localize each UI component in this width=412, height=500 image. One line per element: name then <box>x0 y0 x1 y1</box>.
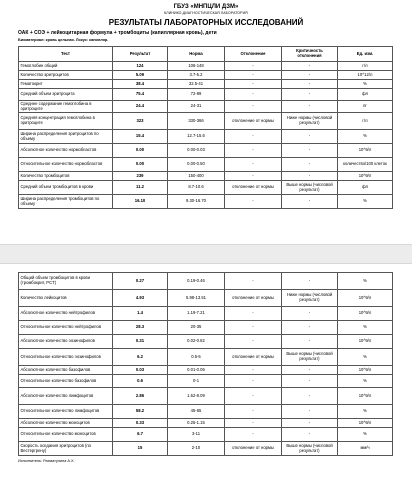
report-page-2 <box>0 264 412 500</box>
norm-cell: 9.30-16.70 <box>168 195 225 209</box>
lab-name: КЛИНИКО-ДИАГНОСТИЧЕСКАЯ ЛАБОРАТОРИЯ <box>164 11 248 15</box>
deviation-cell: - <box>225 321 282 335</box>
criticality-cell: - <box>282 321 338 335</box>
deviation-cell: - <box>225 144 282 158</box>
deviation-cell: отклонение от нормы <box>225 349 282 366</box>
deviation-cell: - <box>225 89 282 101</box>
unit-cell: % <box>338 130 393 144</box>
criticality-cell: - <box>282 419 338 428</box>
norm-cell: 8.7-10.6 <box>168 181 225 195</box>
unit-cell: г/л <box>338 113 393 130</box>
executor-line: Исполнитель: Рахматулина А.Х. <box>18 459 75 463</box>
deviation-cell: - <box>225 419 282 428</box>
table-row <box>19 101 393 113</box>
table-row <box>19 130 393 144</box>
table-row <box>19 375 393 388</box>
result-cell: 0.31 <box>113 335 168 349</box>
norm-cell: 32.5-41 <box>168 80 225 89</box>
table-row <box>19 273 393 290</box>
deviation-cell: - <box>225 80 282 89</box>
deviation-cell: - <box>225 375 282 388</box>
norm-cell: 106-148 <box>168 62 225 71</box>
deviation-cell: - <box>225 71 282 80</box>
unit-cell: 10^9/л <box>338 419 393 428</box>
table-row <box>19 428 393 442</box>
result-cell: 6.2 <box>113 349 168 366</box>
col-criticality: Критичность отклонения <box>282 47 338 62</box>
norm-cell: 0.25-1.15 <box>168 419 225 428</box>
criticality-cell: - <box>282 366 338 375</box>
result-cell: 124 <box>113 62 168 71</box>
deviation-cell: - <box>225 172 282 181</box>
table-row <box>19 335 393 349</box>
norm-cell: 0.19-0.46 <box>168 273 225 290</box>
unit-cell: % <box>338 349 393 366</box>
result-cell: 1.4 <box>113 307 168 321</box>
table-row <box>19 71 393 80</box>
table-row <box>19 62 393 71</box>
unit-cell: % <box>338 195 393 209</box>
criticality-cell: - <box>282 375 338 388</box>
unit-cell: % <box>338 321 393 335</box>
test-name-cell: Количество эритроцитов <box>19 71 113 80</box>
unit-cell: 10^9/л <box>338 172 393 181</box>
norm-cell: 0.00-0.50 <box>168 158 225 172</box>
table-body-2 <box>19 273 393 456</box>
unit-cell: фл <box>338 89 393 101</box>
result-cell: 16.10 <box>113 195 168 209</box>
result-cell: 239 <box>113 172 168 181</box>
table-row <box>19 321 393 335</box>
norm-cell: 0.5-5 <box>168 349 225 366</box>
results-table-1 <box>18 46 393 209</box>
page-separator <box>0 244 412 264</box>
result-cell: 0.00 <box>113 158 168 172</box>
test-name-cell: Абсолютное количество нейтрофилов <box>19 307 113 321</box>
criticality-cell: - <box>282 130 338 144</box>
org-name: ГБУЗ «МНПЦЛИ ДЗМ» <box>173 4 239 10</box>
norm-cell: 2-10 <box>168 442 225 456</box>
table-row <box>19 405 393 419</box>
table-row <box>19 144 393 158</box>
unit-cell: 10^9/л <box>338 144 393 158</box>
criticality-cell: Выше нормы (числовой результат) <box>282 349 338 366</box>
unit-cell: фл <box>338 181 393 195</box>
table-row <box>19 419 393 428</box>
panel-name: ОАК + СОЭ + лейкоцитарная формула + тромбоциты (капиллярная кровь), дети <box>18 30 217 36</box>
deviation-cell: - <box>225 335 282 349</box>
unit-cell: % <box>338 428 393 442</box>
result-cell: 58.2 <box>113 405 168 419</box>
norm-cell: 1.52-8.09 <box>168 388 225 405</box>
result-cell: 0.27 <box>113 273 168 290</box>
col-test: Тест <box>19 47 113 62</box>
test-name-cell: Относительное количество моноцитов <box>19 428 113 442</box>
deviation-cell: отклонение от нормы <box>225 442 282 456</box>
result-cell: 6.7 <box>113 428 168 442</box>
deviation-cell: - <box>225 62 282 71</box>
table-row <box>19 290 393 307</box>
norm-cell: 20-35 <box>168 321 225 335</box>
unit-cell: % <box>338 375 393 388</box>
criticality-cell: - <box>282 101 338 113</box>
test-name-cell: Абсолютное количество моноцитов <box>19 419 113 428</box>
table-row <box>19 349 393 366</box>
test-name-cell: Абсолютное количество нормобластов <box>19 144 113 158</box>
unit-cell: % <box>338 405 393 419</box>
norm-cell: 3-11 <box>168 428 225 442</box>
result-cell: 323 <box>113 113 168 130</box>
report-title: РЕЗУЛЬТАТЫ ЛАБОРАТОРНЫХ ИССЛЕДОВАНИЙ <box>108 18 304 27</box>
deviation-cell: - <box>225 428 282 442</box>
result-cell: 5.09 <box>113 71 168 80</box>
test-name-cell: Абсолютное количество эозинофилов <box>19 335 113 349</box>
result-cell: 2.86 <box>113 388 168 405</box>
criticality-cell: Выше нормы (числовой результат) <box>282 181 338 195</box>
norm-cell: 330-366 <box>168 113 225 130</box>
deviation-cell: - <box>225 101 282 113</box>
result-cell: 24.4 <box>113 101 168 113</box>
criticality-cell: Ниже нормы (числовой результат) <box>282 290 338 307</box>
test-name-cell: Относительное количество эозинофилов <box>19 349 113 366</box>
norm-cell: 12.7-15.6 <box>168 130 225 144</box>
deviation-cell: - <box>225 273 282 290</box>
result-cell: 15 <box>113 442 168 456</box>
deviation-cell: - <box>225 195 282 209</box>
criticality-cell: - <box>282 335 338 349</box>
unit-cell: 10^9/л <box>338 366 393 375</box>
norm-cell: 24-31 <box>168 101 225 113</box>
criticality-cell: - <box>282 80 338 89</box>
result-cell: 0.6 <box>113 375 168 388</box>
norm-cell: 0.01-0.06 <box>168 366 225 375</box>
test-name-cell: Количество тромбоцитов <box>19 172 113 181</box>
criticality-cell: Выше нормы (числовой результат) <box>282 442 338 456</box>
result-cell: 4.93 <box>113 290 168 307</box>
test-name-cell: Ширина распределения тромбоцитов по объему <box>19 195 113 209</box>
test-name-cell: Относительное количество базофилов <box>19 375 113 388</box>
result-cell: 0.00 <box>113 144 168 158</box>
norm-cell: 72-89 <box>168 89 225 101</box>
unit-cell: 10^12/л <box>338 71 393 80</box>
unit-cell: г/л <box>338 62 393 71</box>
norm-cell: 0.00-0.03 <box>168 144 225 158</box>
test-name-cell: Относительное количество нейтрофилов <box>19 321 113 335</box>
result-cell: 75.4 <box>113 89 168 101</box>
criticality-cell: - <box>282 62 338 71</box>
test-name-cell: Средний объем тромбоцитов в крови <box>19 181 113 195</box>
norm-cell: 0-1 <box>168 375 225 388</box>
test-name-cell: Гемоглобин общий <box>19 62 113 71</box>
deviation-cell: - <box>225 388 282 405</box>
table-row <box>19 80 393 89</box>
test-name-cell: Среднее содержание гемоглобина в эритроците <box>19 101 113 113</box>
table-row <box>19 388 393 405</box>
criticality-cell: - <box>282 172 338 181</box>
table-row <box>19 172 393 181</box>
biomaterial-line: Биоматериал: кровь цельная. Локус: капилляр. <box>18 38 109 42</box>
table-row <box>19 89 393 101</box>
deviation-cell: отклонение от нормы <box>225 113 282 130</box>
test-name-cell: Абсолютное количество базофилов <box>19 366 113 375</box>
unit-cell: количество/100 клеток <box>338 158 393 172</box>
norm-cell: 5.98-13.51 <box>168 290 225 307</box>
deviation-cell: - <box>225 130 282 144</box>
table-row <box>19 366 393 375</box>
col-norm: Норма <box>168 47 225 62</box>
col-result: Результат <box>113 47 168 62</box>
table-row <box>19 307 393 321</box>
norm-cell: 0.02-0.82 <box>168 335 225 349</box>
unit-cell: 10^9/л <box>338 335 393 349</box>
deviation-cell: - <box>225 366 282 375</box>
table-body-1 <box>19 62 393 209</box>
criticality-cell: - <box>282 307 338 321</box>
report-page-1 <box>0 0 412 244</box>
test-name-cell: Относительное количество лимфоцитов <box>19 405 113 419</box>
deviation-cell: - <box>225 307 282 321</box>
criticality-cell: - <box>282 71 338 80</box>
test-name-cell: Средняя концентрация гемоглобина в эритроците <box>19 113 113 130</box>
table-row <box>19 195 393 209</box>
test-name-cell: Гематокрит <box>19 80 113 89</box>
col-unit: Ед. изм. <box>338 47 393 62</box>
norm-cell: 1.19-7.21 <box>168 307 225 321</box>
test-name-cell: Ширина распределения эритроцитов по объему <box>19 130 113 144</box>
deviation-cell: - <box>225 405 282 419</box>
criticality-cell: - <box>282 388 338 405</box>
deviation-cell: отклонение от нормы <box>225 181 282 195</box>
criticality-cell: - <box>282 273 338 290</box>
result-cell: 28.3 <box>113 321 168 335</box>
deviation-cell: - <box>225 158 282 172</box>
result-cell: 0.33 <box>113 419 168 428</box>
deviation-cell: отклонение от нормы <box>225 290 282 307</box>
criticality-cell: - <box>282 405 338 419</box>
criticality-cell: - <box>282 428 338 442</box>
result-cell: 0.03 <box>113 366 168 375</box>
results-table-2 <box>18 272 393 456</box>
criticality-cell: - <box>282 144 338 158</box>
norm-cell: 3.7-5.2 <box>168 71 225 80</box>
unit-cell: % <box>338 80 393 89</box>
norm-cell: 45-65 <box>168 405 225 419</box>
unit-cell: % <box>338 273 393 290</box>
unit-cell: 10^9/л <box>338 307 393 321</box>
table-row <box>19 158 393 172</box>
unit-cell: мм/ч <box>338 442 393 456</box>
test-name-cell: Абсолютное количество лимфоцитов <box>19 388 113 405</box>
result-cell: 15.4 <box>113 130 168 144</box>
test-name-cell: Количество лейкоцитов <box>19 290 113 307</box>
criticality-cell: - <box>282 195 338 209</box>
table-row <box>19 181 393 195</box>
test-name-cell: Скорость оседания эритроцитов (по Вестергрену) <box>19 442 113 456</box>
col-deviation: Отклонение <box>225 47 282 62</box>
test-name-cell: Общий объем тромбоцитов в крови (тромбокрит, PCT) <box>19 273 113 290</box>
criticality-cell: - <box>282 158 338 172</box>
table-row <box>19 442 393 456</box>
test-name-cell: Относительное количество нормобластов <box>19 158 113 172</box>
test-name-cell: Средний объем эритроцита <box>19 89 113 101</box>
unit-cell: пг <box>338 101 393 113</box>
table-row <box>19 113 393 130</box>
norm-cell: 150-400 <box>168 172 225 181</box>
table-header-row <box>19 47 393 62</box>
result-cell: 11.2 <box>113 181 168 195</box>
criticality-cell: - <box>282 89 338 101</box>
unit-cell: 10^9/л <box>338 290 393 307</box>
criticality-cell: Ниже нормы (числовой результат) <box>282 113 338 130</box>
unit-cell: 10^9/л <box>338 388 393 405</box>
result-cell: 38.4 <box>113 80 168 89</box>
